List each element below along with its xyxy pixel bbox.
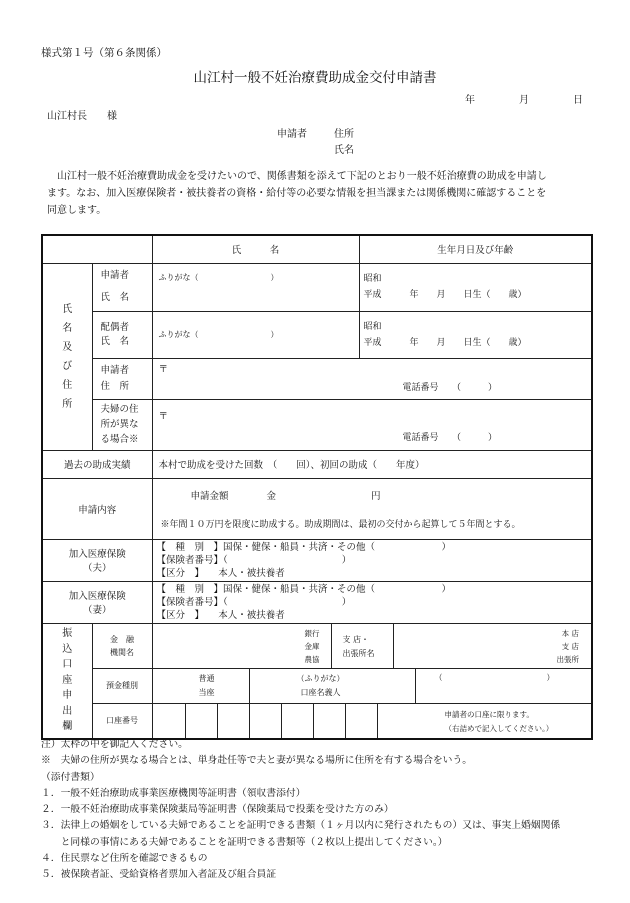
- note-line: ２．一般不妊治療助成事業保険薬局等証明書（保険薬局で投薬を受けた方のみ）: [41, 804, 394, 816]
- spouse-name-input[interactable]: [152, 311, 359, 358]
- name-label: 氏 名: [100, 292, 130, 303]
- applicant-name-input[interactable]: [152, 263, 359, 311]
- insurance-label: 加入医療保険: [68, 591, 126, 602]
- header-birth: 生年月日及び年齢: [359, 235, 592, 263]
- bank-label: 機関名: [110, 647, 134, 657]
- name-label: 氏 名: [100, 335, 130, 347]
- bank-type: 金庫: [304, 641, 320, 651]
- insurance-husband-label: [42, 539, 152, 581]
- phone-field: 電話番号 （ ）: [402, 432, 498, 443]
- couple-address-label: 夫婦の住: [100, 404, 139, 415]
- spouse-name-cell: [92, 311, 152, 358]
- bank-input[interactable]: [152, 623, 592, 668]
- applicant-address-cell: [92, 358, 152, 399]
- postal-mark: 〒: [158, 363, 169, 375]
- applicant-name-label: 氏名: [334, 145, 354, 156]
- applicant-label: 申請者: [277, 129, 307, 140]
- account-note: 申請者の口座に限ります。: [444, 709, 534, 719]
- insurer-number: 【保険者番号】（ ）: [156, 596, 352, 608]
- bank-type: 銀行: [304, 628, 320, 638]
- past-text: 本村で助成を受けた回数 （ 回）、初回の助成（ 年度）: [158, 460, 425, 471]
- name-address-section: [42, 263, 92, 450]
- vertical-char: 欄: [62, 721, 73, 733]
- account-note: （右詰めで記入してください。）: [444, 723, 554, 733]
- header-name: 氏 名: [152, 235, 359, 263]
- couple-address-label: る場合※: [100, 434, 139, 445]
- notes: [41, 737, 560, 884]
- note-line: ５．被保険者証、受給資格者票加入者証及び組合員証: [41, 869, 277, 881]
- insurance-husband: （夫）: [82, 563, 112, 574]
- era-heisei: 平成: [363, 337, 382, 348]
- addressee: 山江村長 様: [47, 111, 117, 122]
- address-label: 住 所: [100, 380, 130, 392]
- note-line: と同様の事情にある夫婦であることを証明できる書類等（２枚以上提出してください。）: [41, 836, 448, 848]
- birth-fields: 年 月 日生（ 歳）: [409, 337, 527, 348]
- vertical-char: 名: [62, 322, 73, 334]
- page-title: 山江村一般不妊治療費助成金交付申請書: [193, 70, 437, 86]
- birth-fields: 年 月 日生（ 歳）: [409, 290, 527, 300]
- holder-label: 口座名義人: [300, 687, 341, 697]
- vertical-char: び: [62, 360, 73, 372]
- note-line: （添付書類）: [41, 771, 100, 783]
- insurance-wife: （妻）: [82, 605, 112, 616]
- deposit-type: 当座: [198, 687, 215, 697]
- date-day: 日: [573, 95, 583, 106]
- request-note: ※年間１０万円を限度に助成する。助成期間は、最初の交付から起算して５年間とする。: [160, 519, 521, 530]
- insurance-type: 【 種 別 】国保・健保・船員・共済・その他（ ）: [156, 541, 452, 553]
- insurance-wife-label: [42, 581, 152, 623]
- vertical-char: 込: [62, 643, 73, 655]
- couple-address-label: 所が異な: [100, 419, 139, 430]
- branch-type: 支 店: [561, 641, 579, 651]
- couple-address-cell: [92, 399, 152, 450]
- spouse-label: 配偶者: [100, 321, 130, 333]
- insured-category: 【区分 】 本人・被扶養者: [156, 567, 285, 579]
- branch-label: 出張所名: [342, 648, 375, 658]
- form-number: 様式第１号（第６条関係）: [41, 47, 167, 59]
- past-input[interactable]: [152, 450, 592, 478]
- account-input[interactable]: [152, 703, 592, 739]
- vertical-char: 所: [62, 398, 73, 410]
- applicant-name-cell: [92, 263, 152, 311]
- vertical-char: 口: [62, 659, 73, 671]
- applicant-address-input[interactable]: [152, 358, 592, 399]
- bank-type: 農協: [304, 654, 320, 664]
- date-year: 年: [465, 95, 475, 106]
- furigana-field: ふりがな（ ）: [158, 330, 279, 339]
- vertical-char: 氏: [62, 303, 73, 315]
- past-label: 過去の助成実績: [42, 450, 152, 478]
- note-line: 注）太枠の中を御記入ください。: [41, 739, 188, 750]
- deposit-input[interactable]: [152, 668, 592, 703]
- vertical-char: 申: [62, 690, 73, 702]
- era-heisei: 平成: [363, 290, 382, 300]
- vertical-char: 住: [62, 379, 73, 391]
- body-text-line: 同意します。: [47, 205, 107, 216]
- spouse-birth-input[interactable]: [359, 311, 592, 358]
- branch-label: 支 店・: [342, 634, 370, 644]
- deposit-type: 普通: [198, 673, 215, 683]
- applicant-birth-input[interactable]: [359, 263, 592, 311]
- request-input[interactable]: [152, 478, 592, 539]
- date-month: 月: [519, 95, 529, 106]
- applicant-address-label: 住所: [334, 129, 354, 140]
- vertical-char: 座: [62, 674, 73, 686]
- note-line: １．一般不妊治療助成事業医療機関等証明書（領収書添付）: [41, 787, 306, 799]
- deposit-label: 預金種別: [106, 681, 138, 690]
- request-amount: 申請金額 金 円: [190, 490, 381, 502]
- note-line: ４．住民票など住所を確認できるもの: [41, 853, 208, 865]
- postal-mark: 〒: [158, 410, 169, 422]
- vertical-char: 出: [62, 705, 73, 717]
- furigana-field: ふりがな（ ）: [158, 272, 279, 282]
- transfer-section: [42, 623, 92, 739]
- branch-type: 本 店: [561, 628, 579, 638]
- insurance-label: 加入医療保険: [68, 549, 126, 560]
- era-showa: 昭和: [363, 321, 382, 332]
- body-text-line: ます。なお、加入医療保険者・被扶養者の資格・給付等の必要な情報を担当課または関係機関に確認することを: [47, 188, 547, 199]
- insurance-wife-input[interactable]: [152, 581, 592, 623]
- bank-label: 金 融: [110, 634, 134, 644]
- couple-address-input[interactable]: [152, 399, 592, 450]
- vertical-char: 及: [62, 341, 73, 353]
- body-text: [47, 168, 547, 219]
- account-label-cell: [92, 703, 152, 739]
- application-table: [41, 234, 593, 740]
- insurer-number: 【保険者番号】（ ）: [156, 554, 352, 566]
- note-line: ※ 夫婦の住所が異なる場合とは、単身赴任等で夫と妻が異なる場所に住所を有する場合をいう。: [41, 755, 473, 767]
- body-text-line: 山江村一般不妊治療費助成金を受けたいので、関係書類を添えて下記のとおり一般不妊治療費の助成を申請し: [47, 171, 547, 182]
- applicant-label: 申請者: [100, 270, 130, 281]
- applicant-label: 申請者: [100, 364, 130, 376]
- era-showa: 昭和: [363, 274, 382, 284]
- note-line: ３．法律上の婚姻をしている夫婦であることを証明できる書類（１ヶ月以内に発行されたもの）又は、事実上婚姻関係: [41, 820, 561, 832]
- vertical-char: 振: [62, 628, 73, 640]
- request-label: 申請内容: [42, 478, 152, 539]
- account-label: 口座番号: [106, 716, 138, 725]
- insured-category: 【区分 】 本人・被扶養者: [156, 609, 285, 621]
- holder-paren: （ ）: [434, 672, 555, 682]
- branch-type: 出張所: [556, 654, 579, 664]
- insurance-type: 【 種 別 】国保・健保・船員・共済・その他（ ）: [156, 583, 452, 595]
- holder-label: （ふりがな）: [296, 673, 345, 683]
- bank-label-cell: [92, 623, 152, 668]
- deposit-label-cell: [92, 668, 152, 703]
- insurance-husband-input[interactable]: [152, 539, 592, 581]
- phone-field: 電話番号 （ ）: [402, 382, 498, 393]
